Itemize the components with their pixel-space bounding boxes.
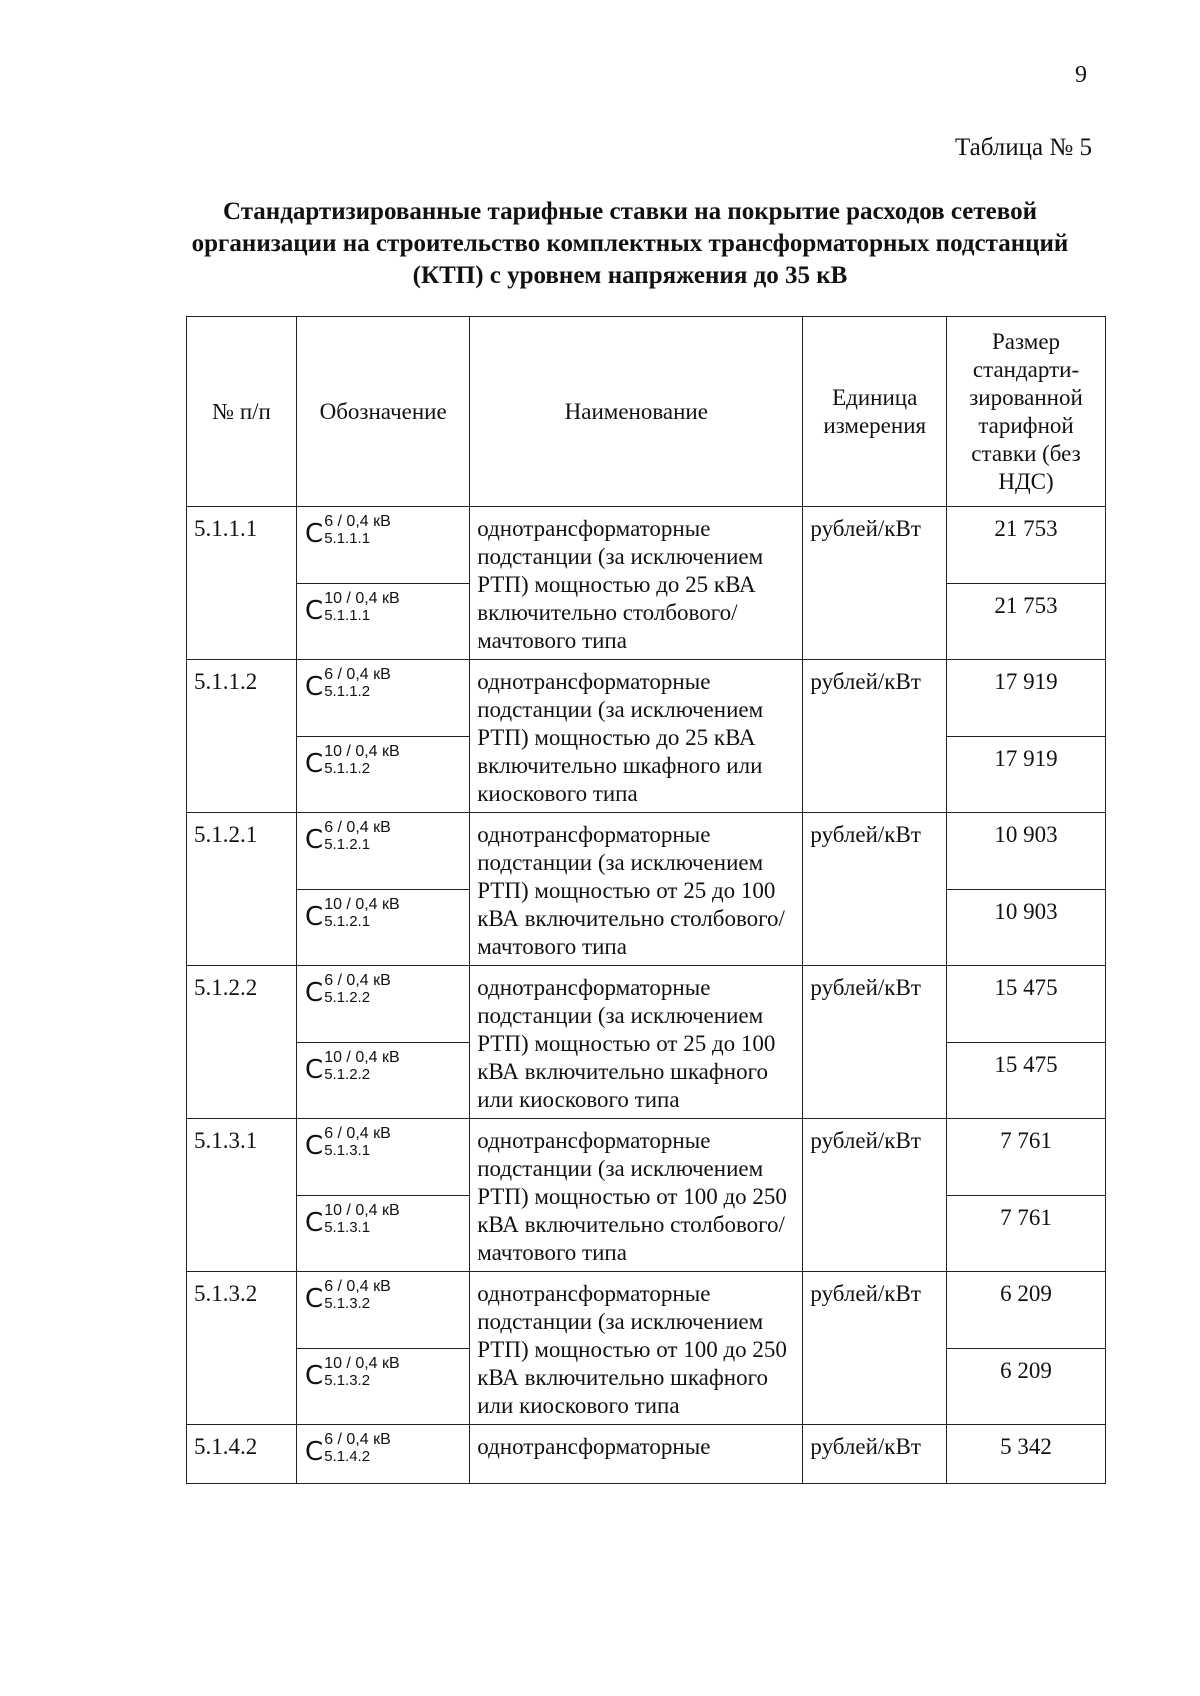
designation-indices <box>324 1049 400 1083</box>
column-header-name: Наименование <box>470 317 803 507</box>
table-row <box>187 660 1106 737</box>
rate-designation <box>305 743 400 781</box>
designation-cell <box>297 1195 470 1272</box>
voltage-superscript: 6 / 0,4 кВ <box>324 513 391 530</box>
column-header-rate: Размер стандарти-зированной тарифной ставки (без НДС) <box>947 317 1106 507</box>
designation-letter: C <box>305 1131 324 1161</box>
unit-of-measure: рублей/кВт <box>803 813 947 966</box>
designation-letter: C <box>305 1284 324 1314</box>
code-subscript: 5.1.3.2 <box>324 1295 371 1312</box>
table-row <box>187 1272 1106 1349</box>
table-body <box>187 507 1106 1484</box>
rate-designation <box>305 1355 400 1393</box>
code-subscript: 5.1.4.2 <box>324 1448 371 1465</box>
rate-value: 5 342 <box>947 1425 1106 1484</box>
rate-designation <box>305 513 391 551</box>
voltage-superscript: 6 / 0,4 кВ <box>324 1431 391 1448</box>
row-number: 5.1.3.1 <box>187 1119 297 1272</box>
row-number: 5.1.1.2 <box>187 660 297 813</box>
item-name: однотрансформаторные подстанции (за исключением РТП) мощностью от 25 до 100 кВА включительно шкафного или киоскового типа <box>470 966 803 1119</box>
unit-of-measure: рублей/кВт <box>803 966 947 1119</box>
designation-cell <box>297 1042 470 1119</box>
designation-indices <box>324 819 391 853</box>
voltage-superscript: 10 / 0,4 кВ <box>324 742 400 760</box>
rate-designation <box>305 896 400 934</box>
designation-indices <box>324 743 400 777</box>
code-subscript: 5.1.2.1 <box>324 836 371 853</box>
rate-value: 7 761 <box>947 1195 1106 1272</box>
designation-indices <box>324 513 391 547</box>
unit-of-measure: рублей/кВт <box>803 507 947 660</box>
code-subscript: 5.1.1.2 <box>324 759 371 777</box>
table-header-row <box>187 317 1106 507</box>
column-header-number: № п/п <box>187 317 297 507</box>
row-number: 5.1.1.1 <box>187 507 297 660</box>
rate-value: 10 903 <box>947 889 1106 966</box>
designation-cell <box>297 813 470 890</box>
voltage-superscript: 10 / 0,4 кВ <box>324 1201 400 1219</box>
voltage-superscript: 10 / 0,4 кВ <box>324 1354 400 1372</box>
designation-letter: C <box>305 519 324 549</box>
row-number: 5.1.2.1 <box>187 813 297 966</box>
designation-indices <box>324 666 391 700</box>
rate-value: 21 753 <box>947 583 1106 660</box>
designation-cell <box>297 507 470 584</box>
unit-of-measure: рублей/кВт <box>803 660 947 813</box>
rate-value: 17 919 <box>947 660 1106 737</box>
rate-value: 6 209 <box>947 1272 1106 1349</box>
designation-cell <box>297 1348 470 1425</box>
rate-designation <box>305 972 391 1010</box>
designation-cell <box>297 1272 470 1349</box>
rate-value: 10 903 <box>947 813 1106 890</box>
designation-cell <box>297 583 470 660</box>
code-subscript: 5.1.3.1 <box>324 1142 371 1159</box>
column-header-designation: Обозначение <box>297 317 470 507</box>
item-name: однотрансформаторные <box>470 1425 803 1484</box>
code-subscript: 5.1.2.2 <box>324 989 371 1006</box>
designation-cell <box>297 889 470 966</box>
designation-letter: C <box>305 901 324 932</box>
item-name: однотрансформаторные подстанции (за исключением РТП) мощностью до 25 кВА включительно шкафного или киоскового типа <box>470 660 803 813</box>
unit-of-measure: рублей/кВт <box>803 1272 947 1425</box>
designation-letter: C <box>305 672 324 702</box>
rate-value: 7 761 <box>947 1119 1106 1196</box>
code-subscript: 5.1.2.2 <box>324 1065 371 1083</box>
rate-designation <box>305 1049 400 1087</box>
designation-indices <box>324 1125 391 1159</box>
designation-letter: C <box>305 978 324 1008</box>
rate-value: 15 475 <box>947 1042 1106 1119</box>
rate-designation <box>305 819 391 857</box>
row-number: 5.1.3.2 <box>187 1272 297 1425</box>
rate-value: 15 475 <box>947 966 1106 1043</box>
rate-designation <box>305 1431 391 1469</box>
unit-of-measure: рублей/кВт <box>803 1119 947 1272</box>
designation-indices <box>324 1355 400 1389</box>
rate-designation <box>305 1125 391 1163</box>
designation-letter: C <box>305 1360 324 1391</box>
table-row <box>187 1119 1106 1196</box>
code-subscript: 5.1.3.1 <box>324 1218 371 1236</box>
rate-designation <box>305 1202 400 1240</box>
rate-value: 21 753 <box>947 507 1106 584</box>
designation-indices <box>324 1431 391 1465</box>
code-subscript: 5.1.1.1 <box>324 606 371 624</box>
voltage-superscript: 6 / 0,4 кВ <box>324 666 391 683</box>
voltage-superscript: 10 / 0,4 кВ <box>324 895 400 913</box>
row-number: 5.1.4.2 <box>187 1425 297 1484</box>
rate-designation <box>305 1278 391 1316</box>
voltage-superscript: 10 / 0,4 кВ <box>324 1048 400 1066</box>
voltage-superscript: 10 / 0,4 кВ <box>324 589 400 607</box>
designation-letter: C <box>305 748 324 779</box>
designation-cell <box>297 966 470 1043</box>
designation-letter: C <box>305 1054 324 1085</box>
code-subscript: 5.1.3.2 <box>324 1371 371 1389</box>
document-title: Стандартизированные тарифные ставки на покрытие расходов сетевой организации на строительство комплектных трансформаторных подстанций (КТП) с уровнем напряжения до 35 кВ <box>191 198 1069 289</box>
page-number: 9 <box>1075 62 1087 88</box>
voltage-superscript: 6 / 0,4 кВ <box>324 1125 391 1142</box>
designation-letter: C <box>305 1207 324 1238</box>
item-name: однотрансформаторные подстанции (за исключением РТП) мощностью от 100 до 250 кВА включительно шкафного или киоскового типа <box>470 1272 803 1425</box>
rate-designation <box>305 590 400 628</box>
rate-value: 17 919 <box>947 736 1106 813</box>
designation-indices <box>324 1202 400 1236</box>
designation-letter: C <box>305 1437 324 1467</box>
table-label: Таблица № 5 <box>954 134 1092 161</box>
voltage-superscript: 6 / 0,4 кВ <box>324 972 391 989</box>
designation-cell <box>297 660 470 737</box>
designation-letter: C <box>305 825 324 855</box>
designation-cell <box>297 1425 470 1484</box>
code-subscript: 5.1.1.2 <box>324 683 371 700</box>
designation-cell <box>297 1119 470 1196</box>
row-number: 5.1.2.2 <box>187 966 297 1119</box>
designation-cell <box>297 736 470 813</box>
voltage-superscript: 6 / 0,4 кВ <box>324 1278 391 1295</box>
column-header-unit: Единица измерения <box>803 317 947 507</box>
item-name: однотрансформаторные подстанции (за исключением РТП) мощностью от 25 до 100 кВА включительно столбового/мачтового типа <box>470 813 803 966</box>
rate-designation <box>305 666 391 704</box>
item-name: однотрансформаторные подстанции (за исключением РТП) мощностью до 25 кВА включительно столбового/ мачтового типа <box>470 507 803 660</box>
designation-indices <box>324 590 400 624</box>
tariff-rates-table <box>186 316 1106 1484</box>
designation-indices <box>324 1278 391 1312</box>
voltage-superscript: 6 / 0,4 кВ <box>324 819 391 836</box>
table-row <box>187 966 1106 1043</box>
table-row <box>187 813 1106 890</box>
item-name: однотрансформаторные подстанции (за исключением РТП) мощностью от 100 до 250 кВА включительно столбового/мачтового типа <box>470 1119 803 1272</box>
designation-letter: C <box>305 595 324 626</box>
code-subscript: 5.1.1.1 <box>324 530 371 547</box>
table-row <box>187 507 1106 584</box>
designation-indices <box>324 972 391 1006</box>
table-row <box>187 1425 1106 1484</box>
unit-of-measure: рублей/кВт <box>803 1425 947 1484</box>
designation-indices <box>324 896 400 930</box>
rate-value: 6 209 <box>947 1348 1106 1425</box>
code-subscript: 5.1.2.1 <box>324 912 371 930</box>
